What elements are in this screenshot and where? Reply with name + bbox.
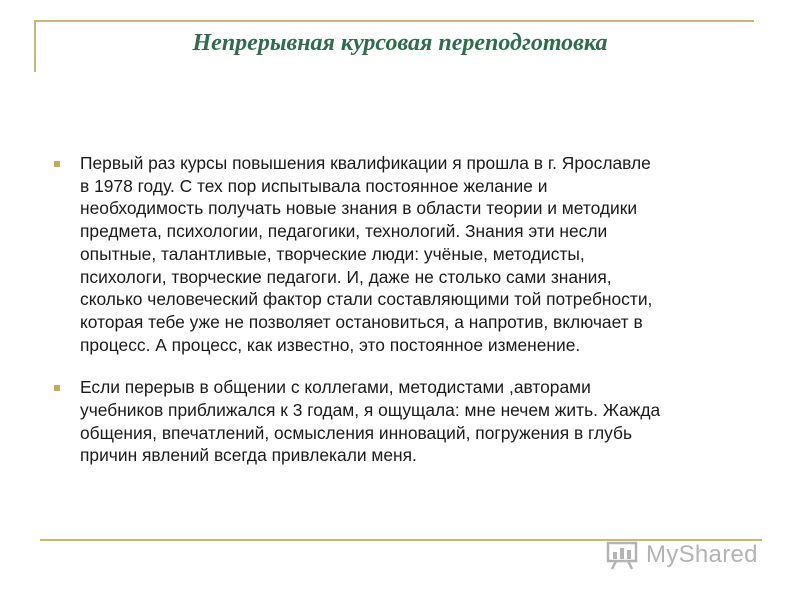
bullet-item [50, 376, 750, 467]
chart-board-icon [606, 540, 640, 570]
frame-top-line [34, 20, 754, 22]
bullet-text: Если перерыв в общении с коллегами, методистами ,авторами учебников приближался к 3 годам, я ощущала: мне нечем жить. Жажда общения, впечатлений, осмысления инноваций, погружения в глубь причин явлений всегда привлекали меня. [80, 377, 661, 466]
watermark[interactable] [606, 540, 758, 570]
watermark-text: MyShared [646, 541, 758, 568]
bullet-square-icon [54, 161, 60, 167]
bullet-square-icon [54, 385, 60, 391]
bullet-text: Первый раз курсы повышения квалификации я прошла в г. Ярославле в 1978 году. С тех пор испытывала постоянное желание и необходимость получать новые знания в области теории и методики предмета, психологии, педагогики, технологий. Знания эти несли опытные, талантливые, творческие люди: учёные, методисты, психологи, творческие педагоги. И, даже не столько сами знания, сколько человеческий фактор стали составляющими той потребности, которая тебе уже не позволяет остановиться, а напротив, включает в процесс. А процесс, как известно, это постоянное изменение. [80, 153, 653, 355]
bullet-list [50, 152, 750, 487]
bullet-item [50, 152, 750, 356]
slide-title: Непрерывная курсовая переподготовка [192, 30, 608, 56]
